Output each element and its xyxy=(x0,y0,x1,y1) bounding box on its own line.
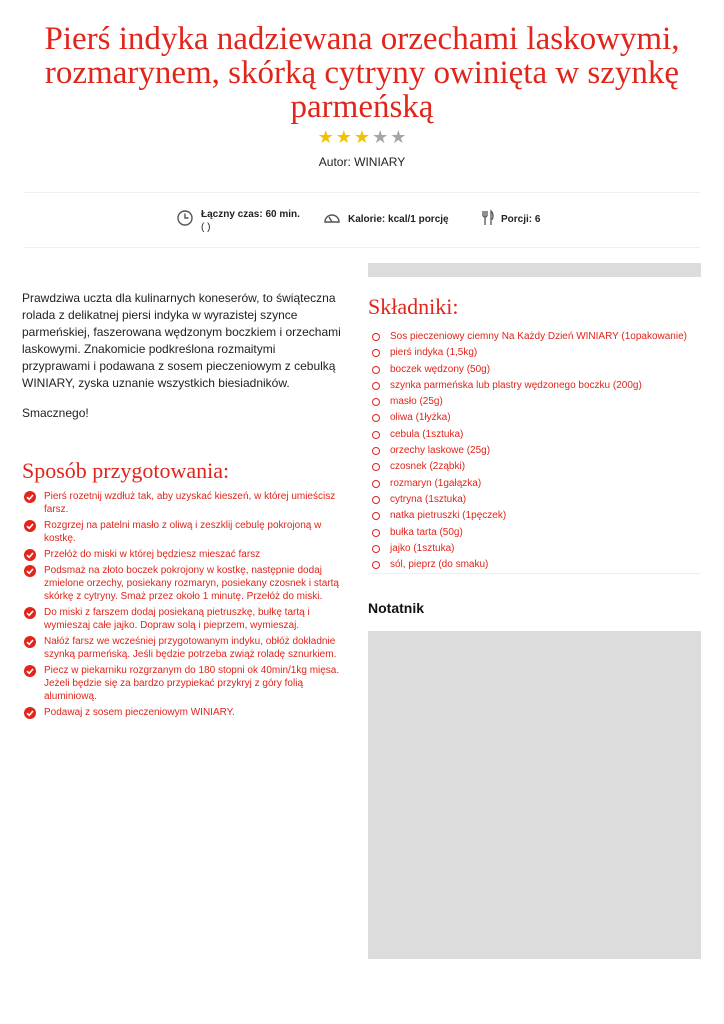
ingredient-text: natka pietruszki (1pęczek) xyxy=(390,510,507,522)
step-item xyxy=(24,635,346,661)
step-item xyxy=(24,490,346,516)
recipe-closing: Smacznego! xyxy=(22,406,89,420)
ingredient-text: szynka parmeńska lub plastry wędzonego boczku (200g) xyxy=(390,379,642,391)
check-circle-icon xyxy=(24,549,36,561)
ingredient-item xyxy=(372,443,702,459)
circle-bullet-icon xyxy=(372,496,380,504)
ingredient-item xyxy=(372,329,702,345)
circle-bullet-icon xyxy=(372,382,380,390)
ingredient-item xyxy=(372,557,702,573)
ingredient-item xyxy=(372,378,702,394)
step-text: Nałóż farsz we wcześniej przygotowanym indyku, obłóż dokładnie szynką parmeńską. Jeśli będzie potrzeba zwiąż roladę sznurkiem. xyxy=(44,636,337,660)
ingredient-text: czosnek (2ząbki) xyxy=(390,461,466,473)
notes-heading: Notatnik xyxy=(368,600,424,616)
step-text: Rozgrzej na patelni masło z oliwą i zeszklij cebulę pokrojoną w kostkę. xyxy=(44,520,322,544)
circle-bullet-icon xyxy=(372,447,380,455)
circle-bullet-icon xyxy=(372,333,380,341)
circle-bullet-icon xyxy=(372,414,380,422)
step-item xyxy=(24,564,346,603)
ingredient-text: oliwa (1łyżka) xyxy=(390,412,451,424)
check-circle-icon xyxy=(24,707,36,719)
ingredient-text: orzechy laskowe (25g) xyxy=(390,445,491,457)
step-item xyxy=(24,606,346,632)
ingredient-item xyxy=(372,492,702,508)
ingredient-item xyxy=(372,508,702,524)
star-icon: ★ xyxy=(317,127,334,147)
check-circle-icon xyxy=(24,491,36,503)
check-circle-icon xyxy=(24,665,36,677)
ingredient-text: masło (25g) xyxy=(390,396,443,408)
check-circle-icon xyxy=(24,565,36,577)
ingredient-item xyxy=(372,525,702,541)
divider xyxy=(24,192,700,193)
step-text: Podsmaż na złoto boczek pokrojony w kostkę, następnie dodaj zmielone orzechy, posiekany rozmaryn, posiekany czosnek i startą skórkę z cytryny. Smaż przez około 1 minutę. Przełóż do miski. xyxy=(44,565,339,602)
ingredient-item xyxy=(372,362,702,378)
ingredient-text: Sos pieczeniowy ciemny Na Każdy Dzień WINIARY (1opakowanie) xyxy=(390,331,687,342)
step-item xyxy=(24,664,346,703)
ingredient-text: rozmaryn (1gałązka) xyxy=(390,477,482,489)
ingredient-text: bułka tarta (50g) xyxy=(390,526,463,538)
circle-bullet-icon xyxy=(372,529,380,537)
ingredient-item xyxy=(372,427,702,443)
step-item xyxy=(24,706,346,719)
star-icon: ★ xyxy=(390,127,407,147)
star-icon: ★ xyxy=(335,127,352,147)
ingredient-text: cebula (1sztuka) xyxy=(390,428,464,440)
step-text: Przełóż do miski w której będziesz mieszać farsz xyxy=(44,549,261,560)
divider xyxy=(24,247,700,248)
ingredients-list xyxy=(372,329,702,573)
ingredient-item xyxy=(372,476,702,492)
recipe-intro: Prawdziwa uczta dla kulinarnych koneserów, to świąteczna rolada z delikatnej piersi indyka w wyrazistej szynce parmeńskiej, faszerowana wędzonym boczkiem i orzechami laskowymi. Znakomicie podkreślona rozmaitymi przyprawami i podawana z sosem pieczeniowym z cebulką WINIARY, zyska uznanie wszystkich biesiadników. xyxy=(22,291,341,390)
recipe-author: Autor: WINIARY xyxy=(318,155,406,169)
step-text: Podawaj z sosem pieczeniowym WINIARY. xyxy=(44,707,235,718)
divider xyxy=(368,573,701,574)
check-circle-icon xyxy=(24,520,36,532)
clock-icon xyxy=(176,209,194,227)
portions-label: Porcji: 6 xyxy=(501,214,541,225)
ingredient-item xyxy=(372,541,702,557)
ingredient-item xyxy=(372,459,702,475)
step-text: Do miski z farszem dodaj posiekaną pietruszkę, bułkę tartą i wymieszaj całe jajko. Dopraw solą i pieprzem, wymieszaj. xyxy=(44,607,310,631)
rating-stars xyxy=(0,128,724,148)
ingredient-item xyxy=(372,345,702,361)
ingredient-item xyxy=(372,410,702,426)
circle-bullet-icon xyxy=(372,349,380,357)
total-time-label: Łączny czas: 60 min. xyxy=(201,209,300,220)
total-time-sub: ( ) xyxy=(201,222,211,233)
notes-area[interactable] xyxy=(368,631,701,959)
gauge-icon xyxy=(323,209,341,227)
step-text: Pierś rozetnij wzdłuż tak, aby uzyskać kieszeń, w której umieścisz farsz. xyxy=(44,491,336,515)
circle-bullet-icon xyxy=(372,398,380,406)
step-text: Piecz w piekarniku rozgrzanym do 180 stopni ok 40min/1kg mięsa. Jeżeli będzie się za bardzo przypiekać przykryj z góry folią aluminiową. xyxy=(44,665,340,702)
ingredient-text: cytryna (1sztuka) xyxy=(390,493,467,505)
circle-bullet-icon xyxy=(372,512,380,520)
check-circle-icon xyxy=(24,607,36,619)
star-icon: ★ xyxy=(372,127,389,147)
ingredient-text: jajko (1sztuka) xyxy=(390,542,455,554)
ingredient-text: pierś indyka (1,5kg) xyxy=(390,347,478,359)
preparation-steps xyxy=(24,490,346,722)
circle-bullet-icon xyxy=(372,431,380,439)
circle-bullet-icon xyxy=(372,463,380,471)
recipe-title: Pierś indyka nadziewana orzechami laskowymi, rozmarynem, skórką cytryny owinięta w szynkę parmeńską xyxy=(44,21,680,125)
star-icon: ★ xyxy=(353,127,371,147)
ingredients-panel-header xyxy=(368,263,701,277)
circle-bullet-icon xyxy=(372,561,380,569)
circle-bullet-icon xyxy=(372,480,380,488)
circle-bullet-icon xyxy=(372,545,380,553)
ingredients-heading: Składniki: xyxy=(368,294,459,319)
preparation-heading: Sposób przygotowania: xyxy=(22,458,230,483)
step-item xyxy=(24,519,346,545)
ingredient-item xyxy=(372,394,702,410)
cutlery-icon xyxy=(479,209,497,227)
ingredient-text: boczek wędzony (50g) xyxy=(390,363,491,375)
ingredient-text: sól, pieprz (do smaku) xyxy=(390,559,489,571)
check-circle-icon xyxy=(24,636,36,648)
step-item xyxy=(24,548,346,561)
circle-bullet-icon xyxy=(372,366,380,374)
calories-label: Kalorie: kcal/1 porcję xyxy=(348,214,449,225)
